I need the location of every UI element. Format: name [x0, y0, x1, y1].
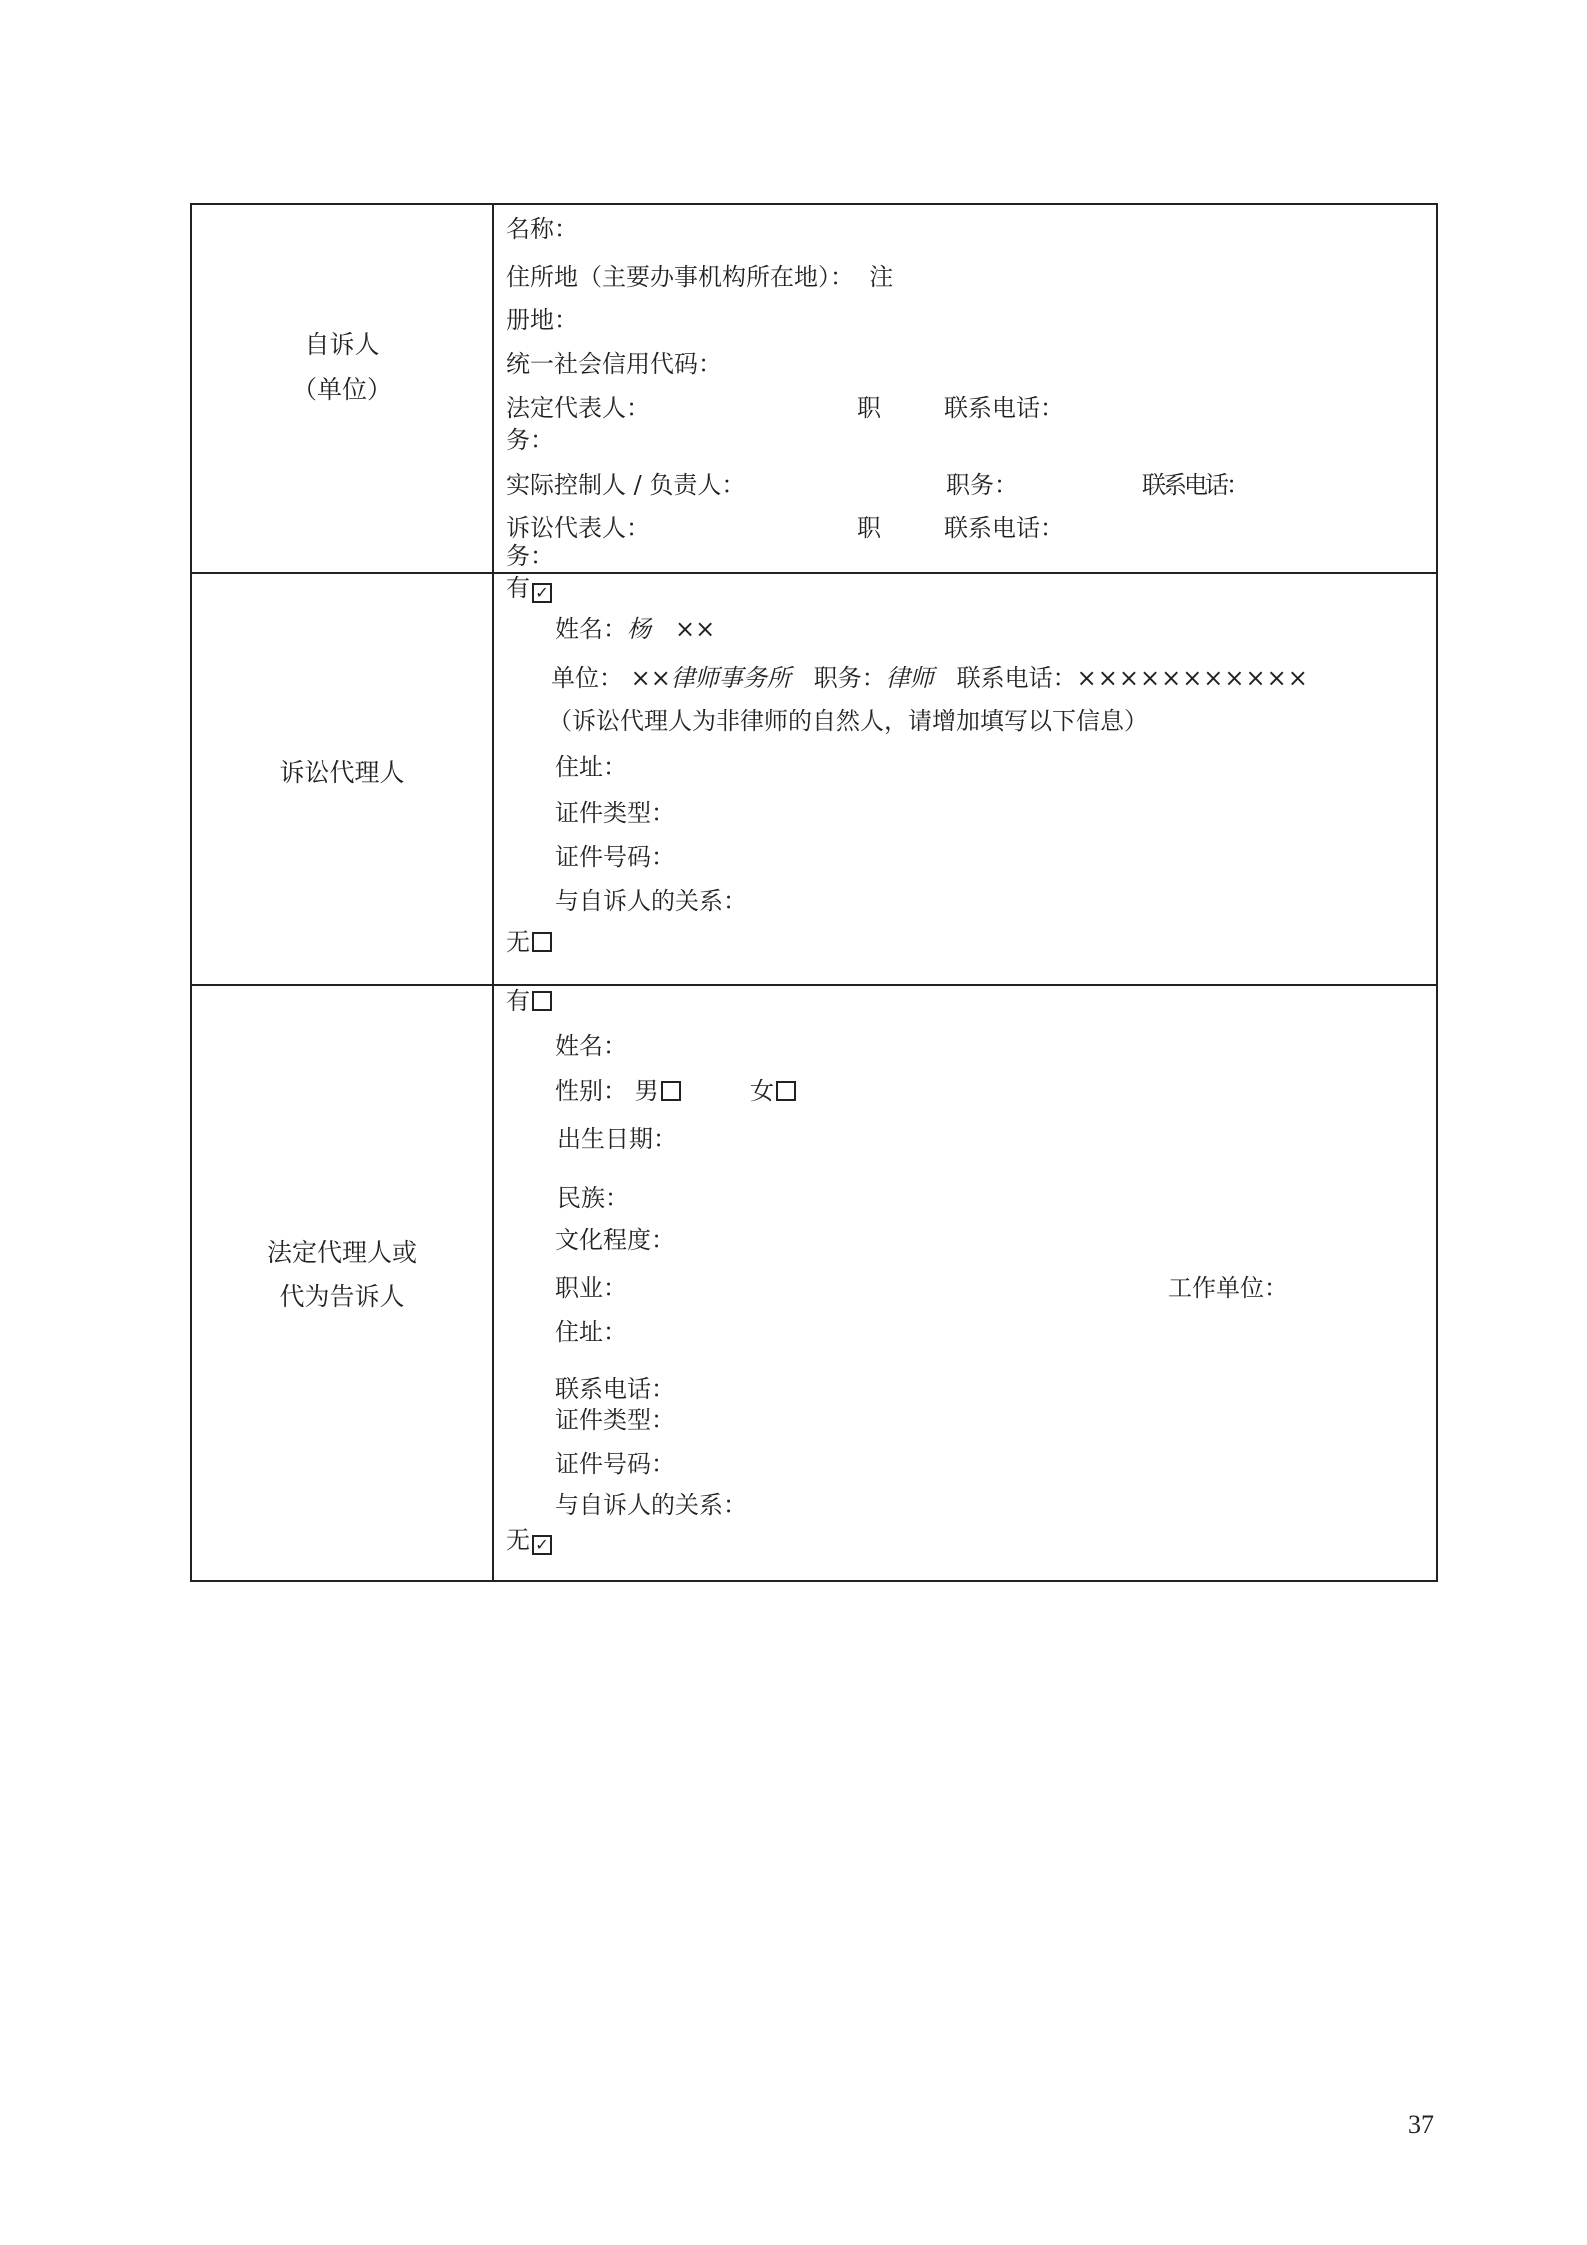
agent-name-value: 杨 ×× [627, 615, 716, 643]
field-legal-rep: 法定代表人： [506, 394, 650, 422]
agent-phone-value: ××××××××××× [1076, 664, 1309, 692]
field-litigation-rep-position: 职 [857, 514, 881, 542]
option-no-agent[interactable] [506, 928, 552, 956]
legal-rep-id-type: 证件类型： [555, 1406, 675, 1434]
legal-rep-occupation: 职业： [555, 1274, 627, 1302]
agent-relation: 与自诉人的关系： [555, 887, 747, 915]
agent-address: 住址： [555, 753, 627, 781]
agent-phone-label: 联系电话： [956, 664, 1077, 692]
gender-label: 性别： [555, 1077, 627, 1105]
legal-rep-gender [555, 1077, 681, 1105]
field-controller-phone: 联系电话： [1142, 471, 1247, 499]
agent-unit-value: ××律师事务所 [630, 664, 791, 692]
row-label-unit: （单位） [291, 375, 392, 404]
agent-position-value: 律师 [885, 664, 934, 692]
table-column-divider [492, 203, 494, 1582]
table-border-left [190, 203, 192, 1582]
agent-id-number: 证件号码： [555, 843, 675, 871]
agent-unit-label: 单位： [551, 664, 623, 692]
field-domicile: 住所地（主要办事机构所在地）： 注 [506, 263, 894, 291]
option-has-agent[interactable] [506, 574, 552, 603]
field-litigation-rep-position-wrap: 务： [506, 542, 554, 570]
gender-male-label: 男 [634, 1077, 659, 1105]
option-has-legal-rep[interactable] [506, 987, 552, 1015]
checkbox-checked-icon[interactable]: ✓ [532, 583, 552, 603]
field-registered-address: 册地： [506, 306, 578, 334]
option-no-legal-rep[interactable] [506, 1526, 552, 1555]
table-row-divider-2 [190, 984, 1438, 986]
agent-position-label: 职务： [813, 664, 886, 692]
checkbox-unchecked-icon[interactable] [532, 991, 552, 1011]
legal-rep-phone: 联系电话： [555, 1375, 675, 1403]
legal-rep-name: 姓名： [555, 1032, 627, 1060]
option-has-label: 有 [506, 574, 530, 602]
field-credit-code: 统一社会信用代码： [506, 350, 722, 378]
agent-name [555, 615, 715, 643]
legal-rep-gender-female [750, 1077, 796, 1105]
field-legal-rep-position-wrap: 务： [506, 426, 554, 454]
checkbox-unchecked-icon[interactable] [532, 932, 552, 952]
row-label-litigation-agent: 诉讼代理人 [279, 758, 405, 787]
table-border-right [1436, 203, 1438, 1582]
option-has-label: 有 [506, 987, 530, 1015]
field-litigation-rep-phone: 联系电话： [944, 514, 1064, 542]
table-row-divider-1 [190, 572, 1438, 574]
field-controller-position: 职务： [946, 471, 1018, 499]
legal-rep-id-number: 证件号码： [555, 1450, 675, 1478]
field-name: 名称： [506, 215, 578, 243]
agent-note: （诉讼代理人为非律师的自然人，请增加填写以下信息） [548, 707, 1148, 735]
legal-rep-address: 住址： [555, 1318, 627, 1346]
table-border-top [190, 203, 1438, 205]
checkbox-female-icon[interactable] [776, 1081, 796, 1101]
checkbox-checked-icon[interactable]: ✓ [532, 1535, 552, 1555]
row-label-private-prosecutor: 自诉人 [304, 330, 380, 359]
legal-rep-ethnicity: 民族： [557, 1184, 629, 1212]
row-label-complainant-proxy: 代为告诉人 [279, 1282, 405, 1311]
row-label-legal-representative: 法定代理人或 [266, 1238, 417, 1267]
field-legal-rep-position: 职 [857, 394, 881, 422]
legal-rep-relation: 与自诉人的关系： [555, 1491, 747, 1519]
gender-female-label: 女 [750, 1077, 774, 1105]
legal-rep-education: 文化程度： [555, 1226, 675, 1254]
legal-rep-workplace: 工作单位： [1168, 1274, 1288, 1302]
agent-name-label: 姓名： [555, 615, 627, 643]
checkbox-male-icon[interactable] [661, 1081, 681, 1101]
page-number: 37 [1408, 2110, 1434, 2139]
table-border-bottom [190, 1580, 1438, 1582]
option-none-label: 无 [506, 1526, 530, 1554]
field-litigation-rep: 诉讼代表人： [506, 514, 650, 542]
field-legal-rep-phone: 联系电话： [944, 394, 1064, 422]
agent-id-type: 证件类型： [555, 799, 675, 827]
legal-rep-birth-date: 出生日期： [557, 1125, 677, 1153]
agent-unit-line [551, 664, 1309, 692]
option-none-label: 无 [506, 928, 530, 956]
field-controller: 实际控制人 / 负责人： [506, 471, 746, 499]
